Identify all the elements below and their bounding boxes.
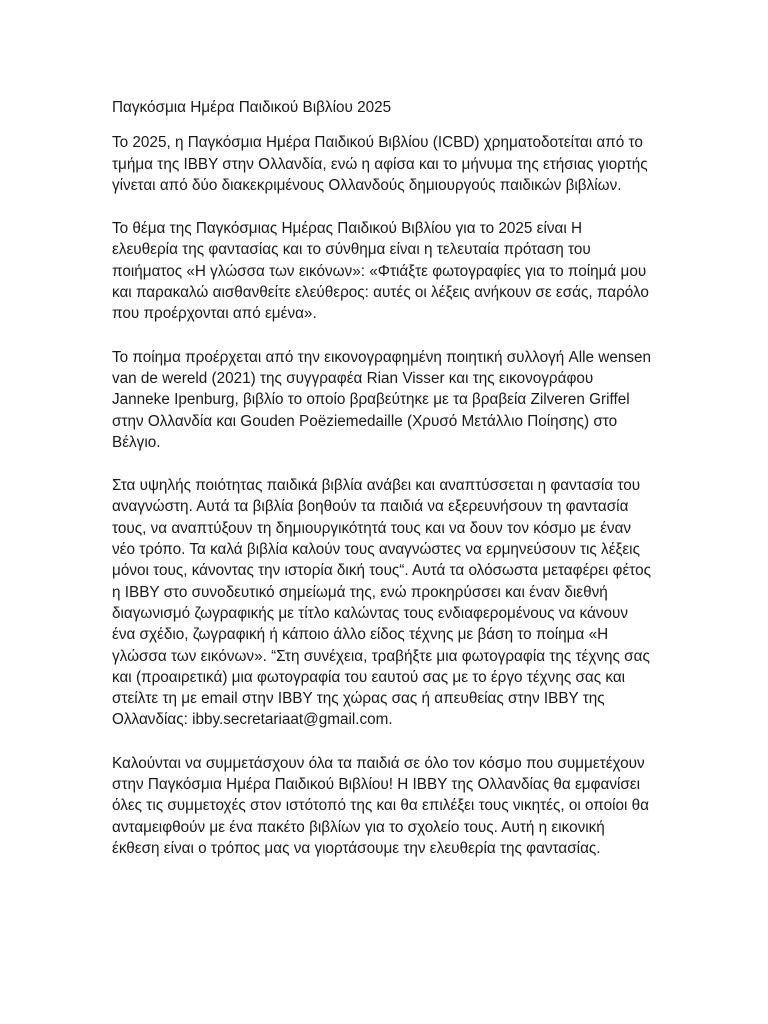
- paragraph-5: Καλούνται να συμμετάσχουν όλα τα παιδιά σε όλο τον κόσμο που συμμετέχουν στην Παγκόσμια Ημέρα Παιδικού Βιβλίου! Η IBBY της Ολλανδίας θα εμφανίσει όλες τις συμμετοχές στον ιστότοπό της και θα επιλέξει τους νικητές, οι οποίοι θα ανταμειφθούν με ένα πακέτο βιβλίων για το σχολείο τους. Αυτή η εικονική έκθεση είναι ο τρόπος μας να γιορτάσουμε την ελευθερία της φαντασίας.: [112, 754, 650, 857]
- paragraph-1: Το 2025, η Παγκόσμια Ημέρα Παιδικού Βιβλίου (ICBD) χρηματοδοτείται από το τμήμα της IBBY στην Ολλανδία, ενώ η αφίσα και το μήνυμα της ετήσιας γιορτής γίνεται από δύο διακεκριμένους Ολλανδούς δημιουργούς παιδικών βιβλίων.: [112, 134, 648, 194]
- document-title: Παγκόσμια Ημέρα Παιδικού Βιβλίου 2025: [112, 99, 392, 116]
- paragraph-4: Στα υψηλής ποιότητας παιδικά βιβλία ανάβει και αναπτύσσεται η φαντασία του αναγνώστη. Αυτά τα βιβλία βοηθούν τα παιδιά να εξερευνήσουν τη φαντασία τους, να αναπτύξουν τη δημιουργικότητά τους και να δουν τον κόσμο με έναν νέο τρόπο. Τα καλά βιβλία καλούν τους αναγνώστες να ερμηνεύσουν τις λέξεις μόνοι τους, κάνοντας την ιστορία δική τους“. Αυτά τα ολόσωστα μεταφέρει φέτος η IBBY στο συνοδευτικό σημείωμά της, ενώ προκηρύσσει και έναν διεθνή διαγωνισμό ζωγραφικής με τίτλο καλώντας τους ενδιαφερομένους να κάνουν ένα σχέδιο, ζωγραφική ή κάποιο άλλο είδος τέχνης με βάση το ποίημα «Η γλώσσα των εικόνων». “Στη συνέχεια, τραβήξτε μια φωτογραφία της τέχνης σας και (προαιρετικά) μια φωτογραφία του εαυτού σας με το έργο τέχνης σας και στείλτε τη με email στην IBBY της χώρας σας ή απευθείας στην IBBY της Ολλανδίας: ibby.secretariaat@gmail.com.: [112, 477, 651, 729]
- paragraph-3: Το ποίημα προέρχεται από την εικονογραφημένη ποιητική συλλογή Alle wensen van de wereld (2021) της συγγραφέα Rian Visser και της εικονογράφου Janneke Ipenburg, βιβλίο το οποίο βραβεύτηκε με τα βραβεία Zilveren Griffel στην Ολλανδία και Gouden Poëziemedaille (Χρυσό Μετάλλιο Ποίησης) στο Βέλγιο.: [112, 348, 651, 451]
- document-page: [112, 97, 652, 881]
- paragraph-2: Το θέμα της Παγκόσμιας Ημέρας Παιδικού Βιβλίου για το 2025 είναι Η ελευθερία της φαντασίας και το σύνθημα είναι η τελευταία πρόταση του ποιήματος «Η γλώσσα των εικόνων»: «Φτιάξτε φωτογραφίες για το ποίημά μου και παρακαλώ αισθανθείτε ελεύθερος: αυτές οι λέξεις ανήκουν σε εσάς, παρόλο που προέρχονται από εμένα».: [112, 220, 649, 323]
